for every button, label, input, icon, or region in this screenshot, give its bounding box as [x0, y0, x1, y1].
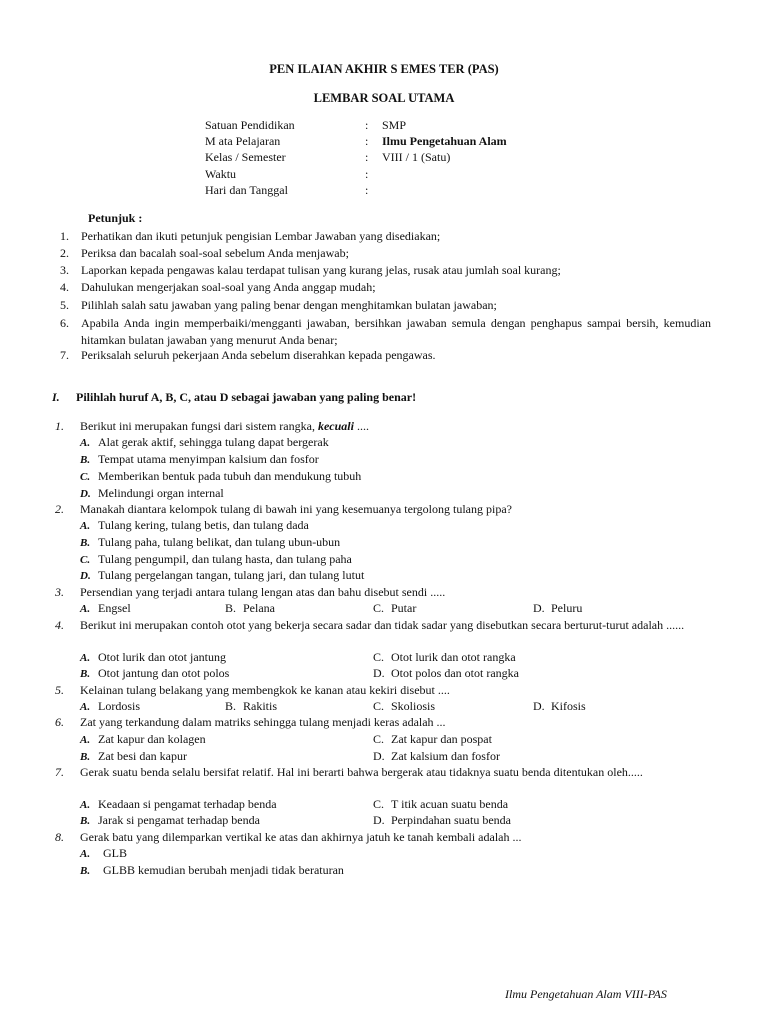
- instruction-text: Periksa dan bacalah soal-soal sebelum Anda menjawab;: [81, 246, 349, 260]
- question-number: 6.: [55, 715, 64, 729]
- option[interactable]: [373, 600, 416, 617]
- option-letter: C.: [80, 471, 91, 483]
- option[interactable]: [80, 567, 364, 585]
- option[interactable]: [373, 649, 516, 666]
- instruction-number: 6.: [60, 316, 69, 330]
- option-text: Zat kapur dan kolagen: [98, 732, 206, 746]
- option[interactable]: [533, 698, 586, 715]
- option[interactable]: [225, 600, 275, 617]
- option-text: Rakitis: [243, 699, 278, 713]
- option-letter: A.: [80, 603, 91, 615]
- option-letter: B.: [80, 815, 91, 827]
- option-text: Lordosis: [98, 699, 140, 713]
- option-letter: C.: [373, 601, 385, 615]
- question-text: Persendian yang terjadi antara tulang lengan atas dan bahu disebut sendi .....: [80, 585, 446, 599]
- option[interactable]: [80, 649, 226, 667]
- question-number: 4.: [55, 618, 64, 632]
- instruction-number: 2.: [60, 246, 69, 260]
- section-number: I.: [52, 390, 60, 404]
- question-number: 5.: [55, 683, 64, 697]
- option[interactable]: [80, 812, 260, 830]
- option[interactable]: [373, 796, 508, 813]
- option-text: Tulang paha, tulang belikat, dan tulang ubun-ubun: [98, 535, 341, 549]
- option-letter: C.: [373, 699, 385, 713]
- instruction-text: Apabila Anda ingin memperbaiki/mengganti jawaban, bersihkan jawaban semula dengan penghapus sampai bersih, kemudian hitamkan bulatan jawaban yang menurut Anda benar;: [81, 316, 711, 347]
- option-text: Tulang kering, tulang betis, dan tulang dada: [98, 518, 309, 532]
- option-text: T itik acuan suatu benda: [391, 797, 509, 811]
- option-letter: D.: [80, 570, 91, 582]
- option[interactable]: [80, 796, 277, 814]
- identity-label: Satuan Pendidikan: [205, 118, 295, 132]
- question-number: 2.: [55, 502, 64, 516]
- option-letter: A.: [80, 734, 91, 746]
- instruction-number: 4.: [60, 280, 69, 294]
- question-keyword: kecuali: [317, 419, 354, 433]
- option[interactable]: [80, 862, 344, 880]
- instruction-text: Perhatikan dan ikuti petunjuk pengisian Lembar Jawaban yang disediakan;: [81, 229, 441, 243]
- instruction-text: Dahulukan mengerjakan soal-soal yang Anda anggap mudah;: [81, 280, 376, 294]
- option[interactable]: [373, 665, 519, 682]
- option[interactable]: [533, 600, 582, 617]
- option[interactable]: [80, 665, 229, 683]
- option-letter: C.: [80, 554, 91, 566]
- option-letter: B.: [80, 454, 91, 466]
- question-number: 8.: [55, 830, 64, 844]
- identity-value: Ilmu Pengetahuan Alam: [382, 134, 507, 148]
- identity-label: Waktu: [205, 167, 237, 181]
- option-text: Otot jantung dan otot polos: [98, 666, 230, 680]
- option-text: Otot polos dan otot rangka: [391, 666, 519, 680]
- instruction-number: 3.: [60, 263, 69, 277]
- identity-colon: :: [365, 167, 369, 181]
- option[interactable]: [80, 551, 352, 569]
- document-title: PEN ILAIAN AKHIR S EMES TER (PAS): [269, 62, 499, 76]
- option-letter: D.: [80, 488, 91, 500]
- option-text: GLB: [103, 846, 127, 860]
- option-letter: D.: [533, 699, 545, 713]
- section-heading: [52, 389, 416, 406]
- option-letter: A.: [80, 652, 91, 664]
- option[interactable]: [80, 517, 309, 535]
- option[interactable]: [80, 451, 319, 469]
- option-letter: C.: [373, 650, 385, 664]
- option-letter: A.: [80, 701, 91, 713]
- option-letter: A.: [80, 848, 91, 860]
- identity-label: Hari dan Tanggal: [205, 183, 288, 197]
- option-letter: D.: [533, 601, 545, 615]
- option-text: Engsel: [98, 601, 131, 615]
- option[interactable]: [80, 434, 329, 452]
- option-text: Peluru: [551, 601, 583, 615]
- question-text: Zat yang terkandung dalam matriks sehingga tulang menjadi keras adalah ...: [80, 715, 446, 729]
- option-text: Alat gerak aktif, sehingga tulang dapat bergerak: [98, 435, 329, 449]
- option[interactable]: [80, 468, 361, 486]
- option-text: Kifosis: [551, 699, 586, 713]
- question-stem: Berikut ini merupakan fungsi dari sistem rangka,: [80, 419, 315, 433]
- instruction-text: Pilihlah salah satu jawaban yang paling benar dengan menghitamkan bulatan jawaban;: [81, 298, 497, 312]
- identity-colon: :: [365, 150, 369, 164]
- question-text: Berikut ini merupakan contoh otot yang bekerja secara sadar dan tidak sadar yang disebutkan secara berturut-turut adalah ......: [80, 618, 685, 632]
- option-letter: B.: [80, 751, 91, 763]
- option[interactable]: [80, 698, 140, 716]
- option-text: Pelana: [243, 601, 275, 615]
- option-letter: C.: [373, 732, 385, 746]
- option-text: Tempat utama menyimpan kalsium dan fosfor: [98, 452, 319, 466]
- option-text: GLBB kemudian berubah menjadi tidak beraturan: [103, 863, 344, 877]
- option-text: Jarak si pengamat terhadap benda: [98, 813, 260, 827]
- identity-label: Kelas / Semester: [205, 150, 286, 164]
- option-letter: D.: [373, 666, 385, 680]
- option-text: Otot lurik dan otot rangka: [391, 650, 516, 664]
- option-text: Putar: [391, 601, 417, 615]
- identity-label: M ata Pelajaran: [205, 134, 281, 148]
- option-letter: C.: [373, 797, 385, 811]
- option[interactable]: [373, 731, 492, 748]
- option-letter: A.: [80, 520, 91, 532]
- option-text: Perpindahan suatu benda: [391, 813, 511, 827]
- option-text: Otot lurik dan otot jantung: [98, 650, 226, 664]
- option[interactable]: [225, 698, 277, 715]
- document-subtitle: LEMBAR SOAL UTAMA: [313, 91, 455, 105]
- option[interactable]: [80, 845, 127, 863]
- option[interactable]: [373, 812, 511, 829]
- instructions-title: Petunjuk :: [88, 211, 143, 225]
- instruction-text: Laporkan kepada pengawas kalau terdapat tulisan yang kurang jelas, rusak atau jumlah soal kurang;: [81, 263, 561, 277]
- option-text: Tulang pergelangan tangan, tulang jari, dan tulang lutut: [98, 568, 365, 582]
- question-text: Gerak batu yang dilemparkan vertikal ke atas dan akhirnya jatuh ke tanah kembali adalah ...: [80, 830, 522, 844]
- option[interactable]: [80, 748, 187, 766]
- option-letter: A.: [80, 437, 91, 449]
- option-text: Zat kapur dan pospat: [391, 732, 492, 746]
- instruction-number: 5.: [60, 298, 69, 312]
- identity-value: VIII / 1 (Satu): [382, 150, 451, 164]
- option-text: Melindungi organ internal: [98, 486, 224, 500]
- question-text: Kelainan tulang belakang yang membengkok ke kanan atau kekiri disebut ....: [80, 683, 450, 697]
- option-letter: B.: [80, 865, 91, 877]
- option[interactable]: [373, 748, 500, 765]
- option-letter: B.: [80, 668, 91, 680]
- option-letter: B.: [225, 699, 237, 713]
- question-number: 1.: [55, 419, 64, 433]
- identity-colon: :: [365, 183, 369, 197]
- option-text: Zat besi dan kapur: [98, 749, 187, 763]
- identity-colon: :: [365, 118, 369, 132]
- option[interactable]: [80, 534, 340, 552]
- question-text: Manakah diantara kelompok tulang di bawah ini yang kesemuanya tergolong tulang pipa?: [80, 502, 512, 516]
- option-letter: B.: [225, 601, 237, 615]
- option-letter: D.: [373, 813, 385, 827]
- option-letter: A.: [80, 799, 91, 811]
- question-number: 3.: [55, 585, 64, 599]
- question-number: 7.: [55, 765, 64, 779]
- instruction-text: Periksalah seluruh pekerjaan Anda sebelum diserahkan kepada pengawas.: [81, 348, 436, 362]
- question-text: Gerak suatu benda selalu bersifat relatif. Hal ini berarti bahwa bergerak atau tidaknya suatu benda ditentukan oleh.....: [80, 765, 643, 779]
- question-text: [80, 418, 718, 435]
- option-letter: B.: [80, 537, 91, 549]
- identity-value: SMP: [382, 118, 407, 132]
- option-text: Memberikan bentuk pada tubuh dan mendukung tubuh: [98, 469, 362, 483]
- option-text: Zat kalsium dan fosfor: [391, 749, 500, 763]
- page-footer: Ilmu Pengetahuan Alam VIII-PAS: [505, 987, 667, 1001]
- instruction-number: 7.: [60, 348, 69, 362]
- instruction-number: 1.: [60, 229, 69, 243]
- identity-colon: :: [365, 134, 369, 148]
- option-text: Tulang pengumpil, dan tulang hasta, dan tulang paha: [98, 552, 352, 566]
- option-text: Keadaan si pengamat terhadap benda: [98, 797, 277, 811]
- option-text: Skoliosis: [391, 699, 436, 713]
- option[interactable]: [80, 600, 131, 618]
- option[interactable]: [373, 698, 435, 715]
- option[interactable]: [80, 731, 206, 749]
- option-letter: D.: [373, 749, 385, 763]
- option[interactable]: [80, 485, 224, 503]
- question-suffix: ....: [356, 419, 369, 433]
- section-title: Pilihlah huruf A, B, C, atau D sebagai jawaban yang paling benar!: [76, 390, 417, 404]
